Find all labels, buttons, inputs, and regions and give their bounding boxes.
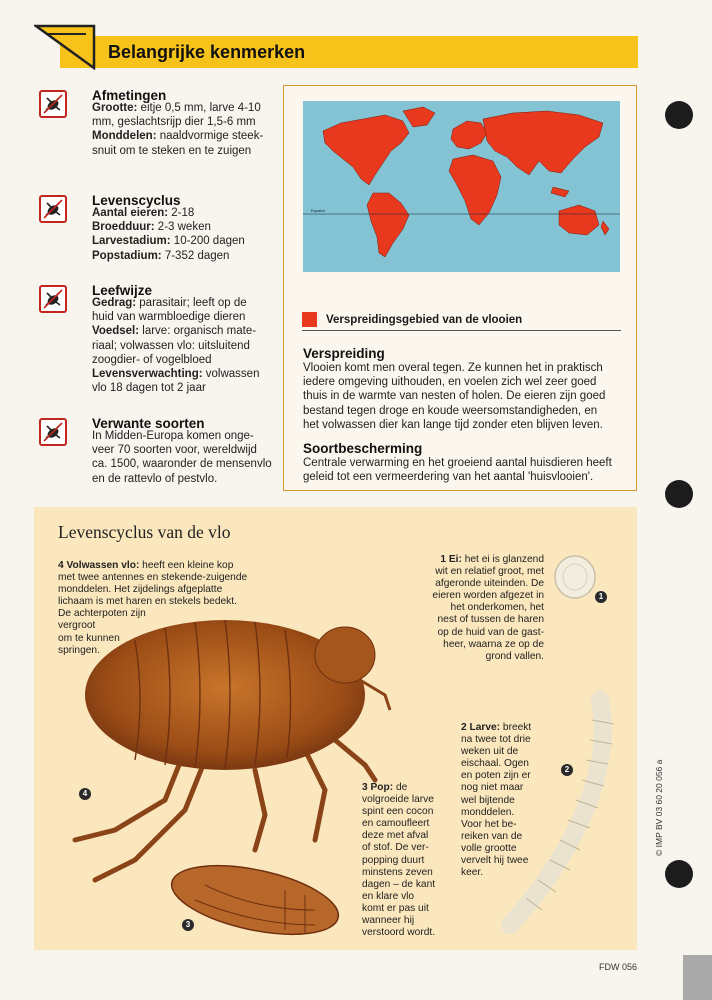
section-body: [92, 101, 263, 158]
section-line: Gedrag: parasitair; leeft op de: [92, 297, 247, 309]
text-line: Centrale verwarming en het groeiend aantal huisdieren heeft: [303, 457, 612, 469]
stage-line: 1 Ei: het ei is glanzend: [440, 554, 544, 565]
stage-line: afgeronde uiteinden. De: [435, 578, 544, 590]
section-title: Leefwijze: [92, 283, 153, 298]
section-line: Broedduur: 2-3 weken: [92, 221, 211, 234]
section-line: riaal; volwassen vlo: uitsluitend: [92, 339, 250, 352]
pupa-illustration: [165, 855, 345, 945]
text-line: het volwassen dier kan lange tijd zonder eten blijven leven.: [303, 418, 603, 431]
stage-line: 2 Larve: breekt: [461, 722, 532, 733]
section-title: Levenscyclus: [92, 193, 181, 208]
page-title: Belangrijke kenmerken: [108, 42, 306, 62]
stage-line: eieren worden afgezet in: [432, 590, 544, 602]
section-line: Voedsel: larve: organisch mate-: [92, 325, 257, 338]
stage-line: na twee tot drie: [461, 734, 531, 746]
stage-line: De achterpoten zijn: [58, 608, 146, 620]
stage-line: met twee antennes en stekende-zuigende: [58, 572, 248, 584]
stage-line: wel bijtende: [461, 794, 515, 806]
stage-line: eischaal. Ogen: [461, 758, 529, 770]
text-line: Vlooien komt men overal tegen. Ze kunnen het in praktisch: [303, 362, 603, 374]
section-line: ca. 1500, waaronder de mensenvlo: [92, 458, 272, 471]
egg-illustration: [552, 553, 598, 601]
legend-divider: [302, 330, 621, 331]
stage-badge-1: 1: [595, 591, 607, 603]
binder-hole: [665, 101, 693, 129]
header-corner-triangle: [34, 24, 96, 70]
section-line: en de rattevlo of pestvlo.: [92, 472, 218, 485]
spreading-text: [303, 361, 605, 432]
section-line: In Midden-Europa komen onge-: [92, 430, 254, 442]
text-line: bestand tegen droge en koude weersomstandigheden, en: [303, 404, 598, 417]
section-line: vlo 18 dagen tot 2 jaar: [92, 382, 206, 395]
copyright-text: © IMP BV 03 60 20 056 a: [654, 759, 664, 856]
flea-warning-icon: [39, 195, 67, 223]
stage-line: vervelt hij twee: [461, 855, 529, 867]
text-line: thuis in de warmte van nesten of holen. De eieren zijn goed: [303, 390, 606, 403]
section-title: Verwante soorten: [92, 416, 205, 431]
text-line: geleid tot een vermeerdering van het aantal 'huisvlooien'.: [303, 471, 594, 484]
stage-line: weken uit de: [461, 746, 519, 758]
stage-line: spint een cocon: [362, 806, 434, 818]
stage-badge-4: 4: [79, 788, 91, 800]
flea-warning-icon: [39, 285, 67, 313]
section-line: Larvestadium: 10-200 dagen: [92, 235, 245, 248]
stage-line: monddelen. Het zijdelings afgeplatte: [58, 584, 223, 596]
protection-title: Soortbescherming: [303, 441, 423, 456]
section-line: Popstadium: 7-352 dagen: [92, 249, 230, 262]
stage-line: om te kunnen: [58, 632, 120, 644]
stage-heading: 1 Ei:: [440, 554, 465, 565]
adult-flea-text: [58, 560, 247, 657]
stage-line: deze met afval: [362, 830, 429, 842]
page-code: FDW 056: [599, 962, 638, 972]
lifecycle-title: Levenscyclus van de vlo: [58, 522, 231, 542]
stage-line: popping duurt: [362, 854, 425, 866]
stage-line: het onderkomen, het: [450, 602, 544, 614]
stage-line: Voor het be-: [461, 818, 517, 830]
stage-badge-2: 2: [561, 764, 573, 776]
flea-warning-icon: [39, 90, 67, 118]
larva-text: [461, 722, 531, 879]
section-body: [92, 429, 272, 486]
corner-tab: [683, 955, 712, 1000]
binder-hole: [665, 480, 693, 508]
section-line: huid van warmbloedige dieren: [92, 311, 246, 324]
stage-heading: 4 Volwassen vlo:: [58, 560, 143, 571]
stage-line: lichaam is met haren en stekels bedekt.: [58, 596, 237, 608]
stage-heading: 3 Pop:: [362, 782, 396, 793]
legend-swatch: [302, 312, 317, 327]
stage-line: volle grootte: [461, 842, 517, 854]
stage-line: grond vallen.: [485, 650, 544, 662]
stage-line: 3 Pop: de: [362, 782, 408, 793]
section-line: snuit om te steken en te zuigen: [92, 144, 252, 157]
stage-line: op de huid van de gast-: [437, 626, 544, 638]
stage-line: en camoufleert: [362, 818, 430, 830]
stage-line: en poten zijn er: [461, 770, 531, 782]
stage-line: minstens zeven: [362, 866, 433, 878]
stage-line: springen.: [58, 644, 100, 656]
stage-badge-3: 3: [182, 919, 194, 931]
stage-line: nest of tussen de haren: [437, 614, 544, 626]
stage-line: of stof. De ver-: [362, 842, 429, 854]
stage-heading: 2 Larve:: [461, 722, 503, 733]
section-line: Grootte: eitje 0,5 mm, larve 4-10: [92, 102, 261, 114]
section-line: zoogdier- of vogelbloed: [92, 353, 212, 366]
stage-line: reiken van de: [461, 830, 523, 842]
stage-line: wanneer hij: [362, 915, 415, 927]
section-title: Afmetingen: [92, 88, 167, 103]
binder-hole: [665, 860, 693, 888]
stage-line: nog niet maar: [461, 782, 524, 794]
stage-line: en klare vlo: [362, 890, 415, 902]
pupa-text: [362, 782, 435, 939]
stage-line: vergroot: [58, 620, 96, 632]
section-body: [92, 296, 259, 395]
legend-label: Verspreidingsgebied van de vlooien: [326, 314, 523, 326]
section-body: [92, 206, 245, 263]
stage-line: komt er pas uit: [362, 902, 429, 914]
protection-text: [303, 456, 612, 484]
stage-line: wit en relatief groot, met: [435, 566, 544, 578]
stage-line: keer.: [461, 867, 484, 879]
text-line: iedere omgeving uithouden, en voelen zich wel zeer goed: [303, 376, 597, 389]
world-map: [303, 101, 620, 272]
section-line: mm, geslachtsrijp dier 1,5-6 mm: [92, 116, 256, 129]
section-line: Aantal eieren: 2-18: [92, 207, 195, 219]
stage-line: verstoord wordt.: [362, 927, 436, 939]
stage-line: heer, waarna ze op de: [443, 638, 544, 650]
equator-label: Equator: [311, 208, 326, 213]
section-line: Levensverwachting: volwassen: [92, 368, 260, 381]
section-line: veer 70 soorten voor, wereldwijd: [92, 444, 257, 457]
stage-line: dagen – de kant: [362, 878, 436, 890]
stage-line: monddelen.: [461, 806, 515, 818]
section-line: Monddelen: naaldvormige steek-: [92, 130, 264, 143]
egg-text: [410, 554, 544, 663]
spreading-title: Verspreiding: [303, 346, 385, 361]
stage-line: volgroeide larve: [362, 794, 434, 806]
stage-line: 4 Volwassen vlo: heeft een kleine kop: [58, 560, 234, 571]
flea-warning-icon: [39, 418, 67, 446]
